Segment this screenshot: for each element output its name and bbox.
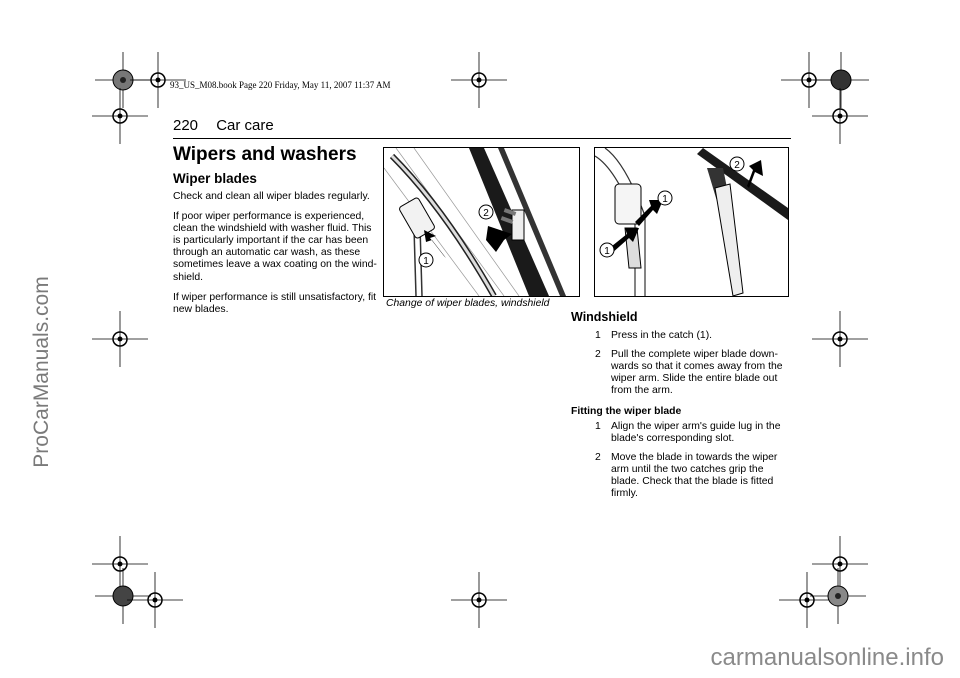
list-item bbox=[595, 349, 791, 397]
figure-callout-2: 2 bbox=[483, 208, 489, 219]
section-subtitle: Wiper blades bbox=[173, 171, 257, 186]
registration-mark-bottom-left-inner bbox=[127, 572, 183, 628]
intro-text bbox=[173, 191, 381, 324]
list-item bbox=[595, 330, 791, 342]
header-rule bbox=[173, 138, 791, 139]
registration-mark-right-middle bbox=[812, 311, 868, 367]
wiper-figure-left bbox=[383, 147, 580, 297]
bottom-watermark[interactable]: carmanualsonline.info bbox=[710, 644, 944, 671]
figure-callout-1: 1 bbox=[604, 246, 610, 257]
side-watermark[interactable]: ProCarManuals.com bbox=[30, 276, 53, 468]
step-number: 1 bbox=[595, 330, 601, 342]
step-text: Align the wiper arm's guide lug in the blade's corresponding slot. bbox=[611, 420, 781, 444]
registration-mark-left-upper bbox=[92, 88, 148, 144]
registration-mark-left-middle bbox=[92, 311, 148, 367]
removal-steps bbox=[595, 330, 791, 397]
intro-paragraph: Check and clean all wiper blades regularly. bbox=[173, 191, 370, 202]
page-title: Wipers and washers bbox=[173, 144, 357, 165]
windshield-heading: Windshield bbox=[571, 310, 638, 324]
section-name: Car care bbox=[216, 117, 274, 134]
intro-paragraph: If poor wiper performance is experienced, clean the windshield with washer fluid. This is particularly important if the car has been through an automatic car wash, as these sometimes leave a wax coating on the wind-shield. bbox=[173, 211, 377, 283]
step-text: Move the blade in towards the wiper arm until the two catches grip the blade. Check that the blade is fitted firmly. bbox=[611, 451, 778, 500]
registration-mark-bottom-center bbox=[451, 572, 507, 628]
fitting-steps bbox=[595, 421, 791, 501]
figure-callout-2: 2 bbox=[734, 160, 740, 171]
wiper-fitting-illustration bbox=[595, 148, 788, 296]
figure-callout-1: 1 bbox=[662, 194, 668, 205]
step-number: 2 bbox=[595, 451, 601, 463]
step-number: 1 bbox=[595, 420, 601, 432]
fitting-heading: Fitting the wiper blade bbox=[571, 405, 682, 417]
running-header bbox=[173, 117, 274, 134]
registration-mark-top-center bbox=[451, 52, 507, 108]
figure-callout-1: 1 bbox=[423, 256, 429, 267]
wiper-removal-illustration bbox=[384, 148, 579, 296]
step-text: Pull the complete wiper blade down-wards so that it comes away from the wiper arm. Slide the entire blade out from the arm. bbox=[611, 349, 783, 397]
step-number: 2 bbox=[595, 349, 601, 361]
step-text: Press in the catch (1). bbox=[611, 330, 713, 342]
windshield-instructions bbox=[571, 310, 791, 507]
wiper-figure-right bbox=[594, 147, 789, 297]
list-item bbox=[595, 421, 791, 445]
intro-paragraph: If wiper performance is still unsatisfactory, fit new blades. bbox=[173, 291, 377, 315]
list-item bbox=[595, 452, 791, 500]
figure-caption: Change of wiper blades, windshield bbox=[386, 298, 550, 309]
registration-mark-right-upper bbox=[812, 88, 868, 144]
registration-mark-bottom-right bbox=[810, 568, 866, 624]
page-number: 220 bbox=[173, 117, 199, 134]
source-file-line: 93_US_M08.book Page 220 Friday, May 11, 2007 11:37 AM bbox=[170, 80, 391, 90]
